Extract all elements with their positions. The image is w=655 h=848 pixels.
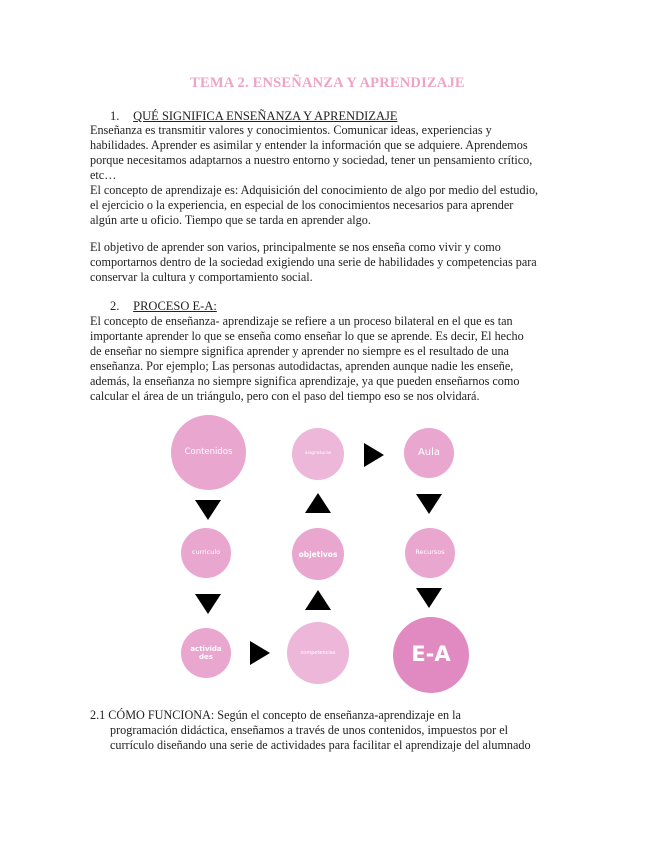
node-actividades [181, 628, 231, 678]
section-2-1-number: 2.1 [90, 708, 106, 722]
node-ea: E-A [393, 617, 469, 693]
text-line: El concepto de aprendizaje es: Adquisición del conocimiento de algo por medio del estudio, [90, 183, 539, 197]
node-aula: Aula [404, 428, 454, 478]
text-line: comportarnos dentro de la sociedad exigiendo una serie de habilidades y competencias para [90, 255, 537, 269]
text-line: enseñanza. Por ejemplo; Las personas autodidactas, aprenden aunque nadie les enseñe, [90, 359, 514, 373]
node-recursos: Recursos [405, 528, 455, 578]
text-line: programación didáctica, enseñamos a través de unos contenidos, impuestos por el [110, 723, 509, 737]
arrow-down-icon [195, 500, 221, 520]
text-line: el ejercicio o la experiencia, en especial de los conocimientos necesarios para aprender [90, 198, 514, 212]
section-1-title: QUÉ SIGNIFICA ENSEÑANZA Y APRENDIZAJE [133, 109, 398, 123]
node-actividades-line-2: des [199, 653, 213, 661]
text-line: etc… [90, 168, 117, 182]
node-objetivos: objetivos [292, 528, 344, 580]
text-line: El concepto de enseñanza- aprendizaje se refiere a un proceso bilateral en el que es tan [90, 314, 513, 328]
section-2-heading [110, 299, 217, 314]
node-contenidos: Contenidos [171, 415, 246, 490]
text-line: CÓMO FUNCIONA: Según el concepto de enseñanza-aprendizaje en la [108, 708, 461, 722]
node-curriculo: curriculo [181, 528, 231, 578]
arrow-right-icon [364, 443, 384, 467]
text-line: algún arte u oficio. Tiempo que se tarda en aprender algo. [90, 213, 371, 227]
text-line: conservar la cultura y comportamiento social. [90, 270, 313, 284]
text-line: El objetivo de aprender son varios, principalmente se nos enseña como vivir y como [90, 240, 501, 254]
text-line: además, la enseñanza no siempre significa aprendizaje, ya que pueden enseñarnos como [90, 374, 520, 388]
text-line: habilidades. Aprender es asimilar y entender la información que se adquiere. Aprendemos [90, 138, 528, 152]
section-2-paragraph [90, 314, 570, 404]
document-title: TEMA 2. ENSEÑANZA Y APRENDIZAJE [190, 75, 465, 91]
node-actividades-line-1: activida [190, 644, 222, 653]
arrow-up-icon [305, 493, 331, 513]
text-line: porque necesitamos adaptarnos a nuestro entorno y sociedad, tener un pensamiento crítico, [90, 153, 533, 167]
arrow-right-icon [250, 641, 270, 665]
section-1-paragraph-2 [90, 240, 570, 285]
section-1-paragraph-1 [90, 123, 570, 228]
text-line: currículo diseñando una serie de actividades para facilitar el aprendizaje del alumnado [110, 738, 531, 752]
section-2-title: PROCESO E-A: [133, 299, 217, 313]
node-asignaturas: asignaturas [292, 428, 344, 480]
text-line: calcular el área de un triángulo, pero con el paso del tiempo eso se nos olvidará. [90, 389, 480, 403]
section-2-1 [90, 708, 570, 753]
section-2-number: 2. [110, 299, 120, 313]
arrow-down-icon [416, 494, 442, 514]
text-line: importante aprender lo que se enseña como enseñar lo que se aprende. Es decir, El hecho [90, 329, 524, 343]
arrow-down-icon [195, 594, 221, 614]
section-2-1-first-line [90, 708, 570, 723]
text-line: Enseñanza es transmitir valores y conocimientos. Comunicar ideas, experiencias y [90, 123, 492, 137]
section-1-heading [110, 109, 397, 124]
arrow-down-icon [416, 588, 442, 608]
node-competencias: competencias [287, 622, 349, 684]
text-line: de enseñar no siempre significa aprender y aprender no siempre es el resultado de una [90, 344, 509, 358]
arrow-up-icon [305, 590, 331, 610]
section-1-number: 1. [110, 109, 120, 123]
